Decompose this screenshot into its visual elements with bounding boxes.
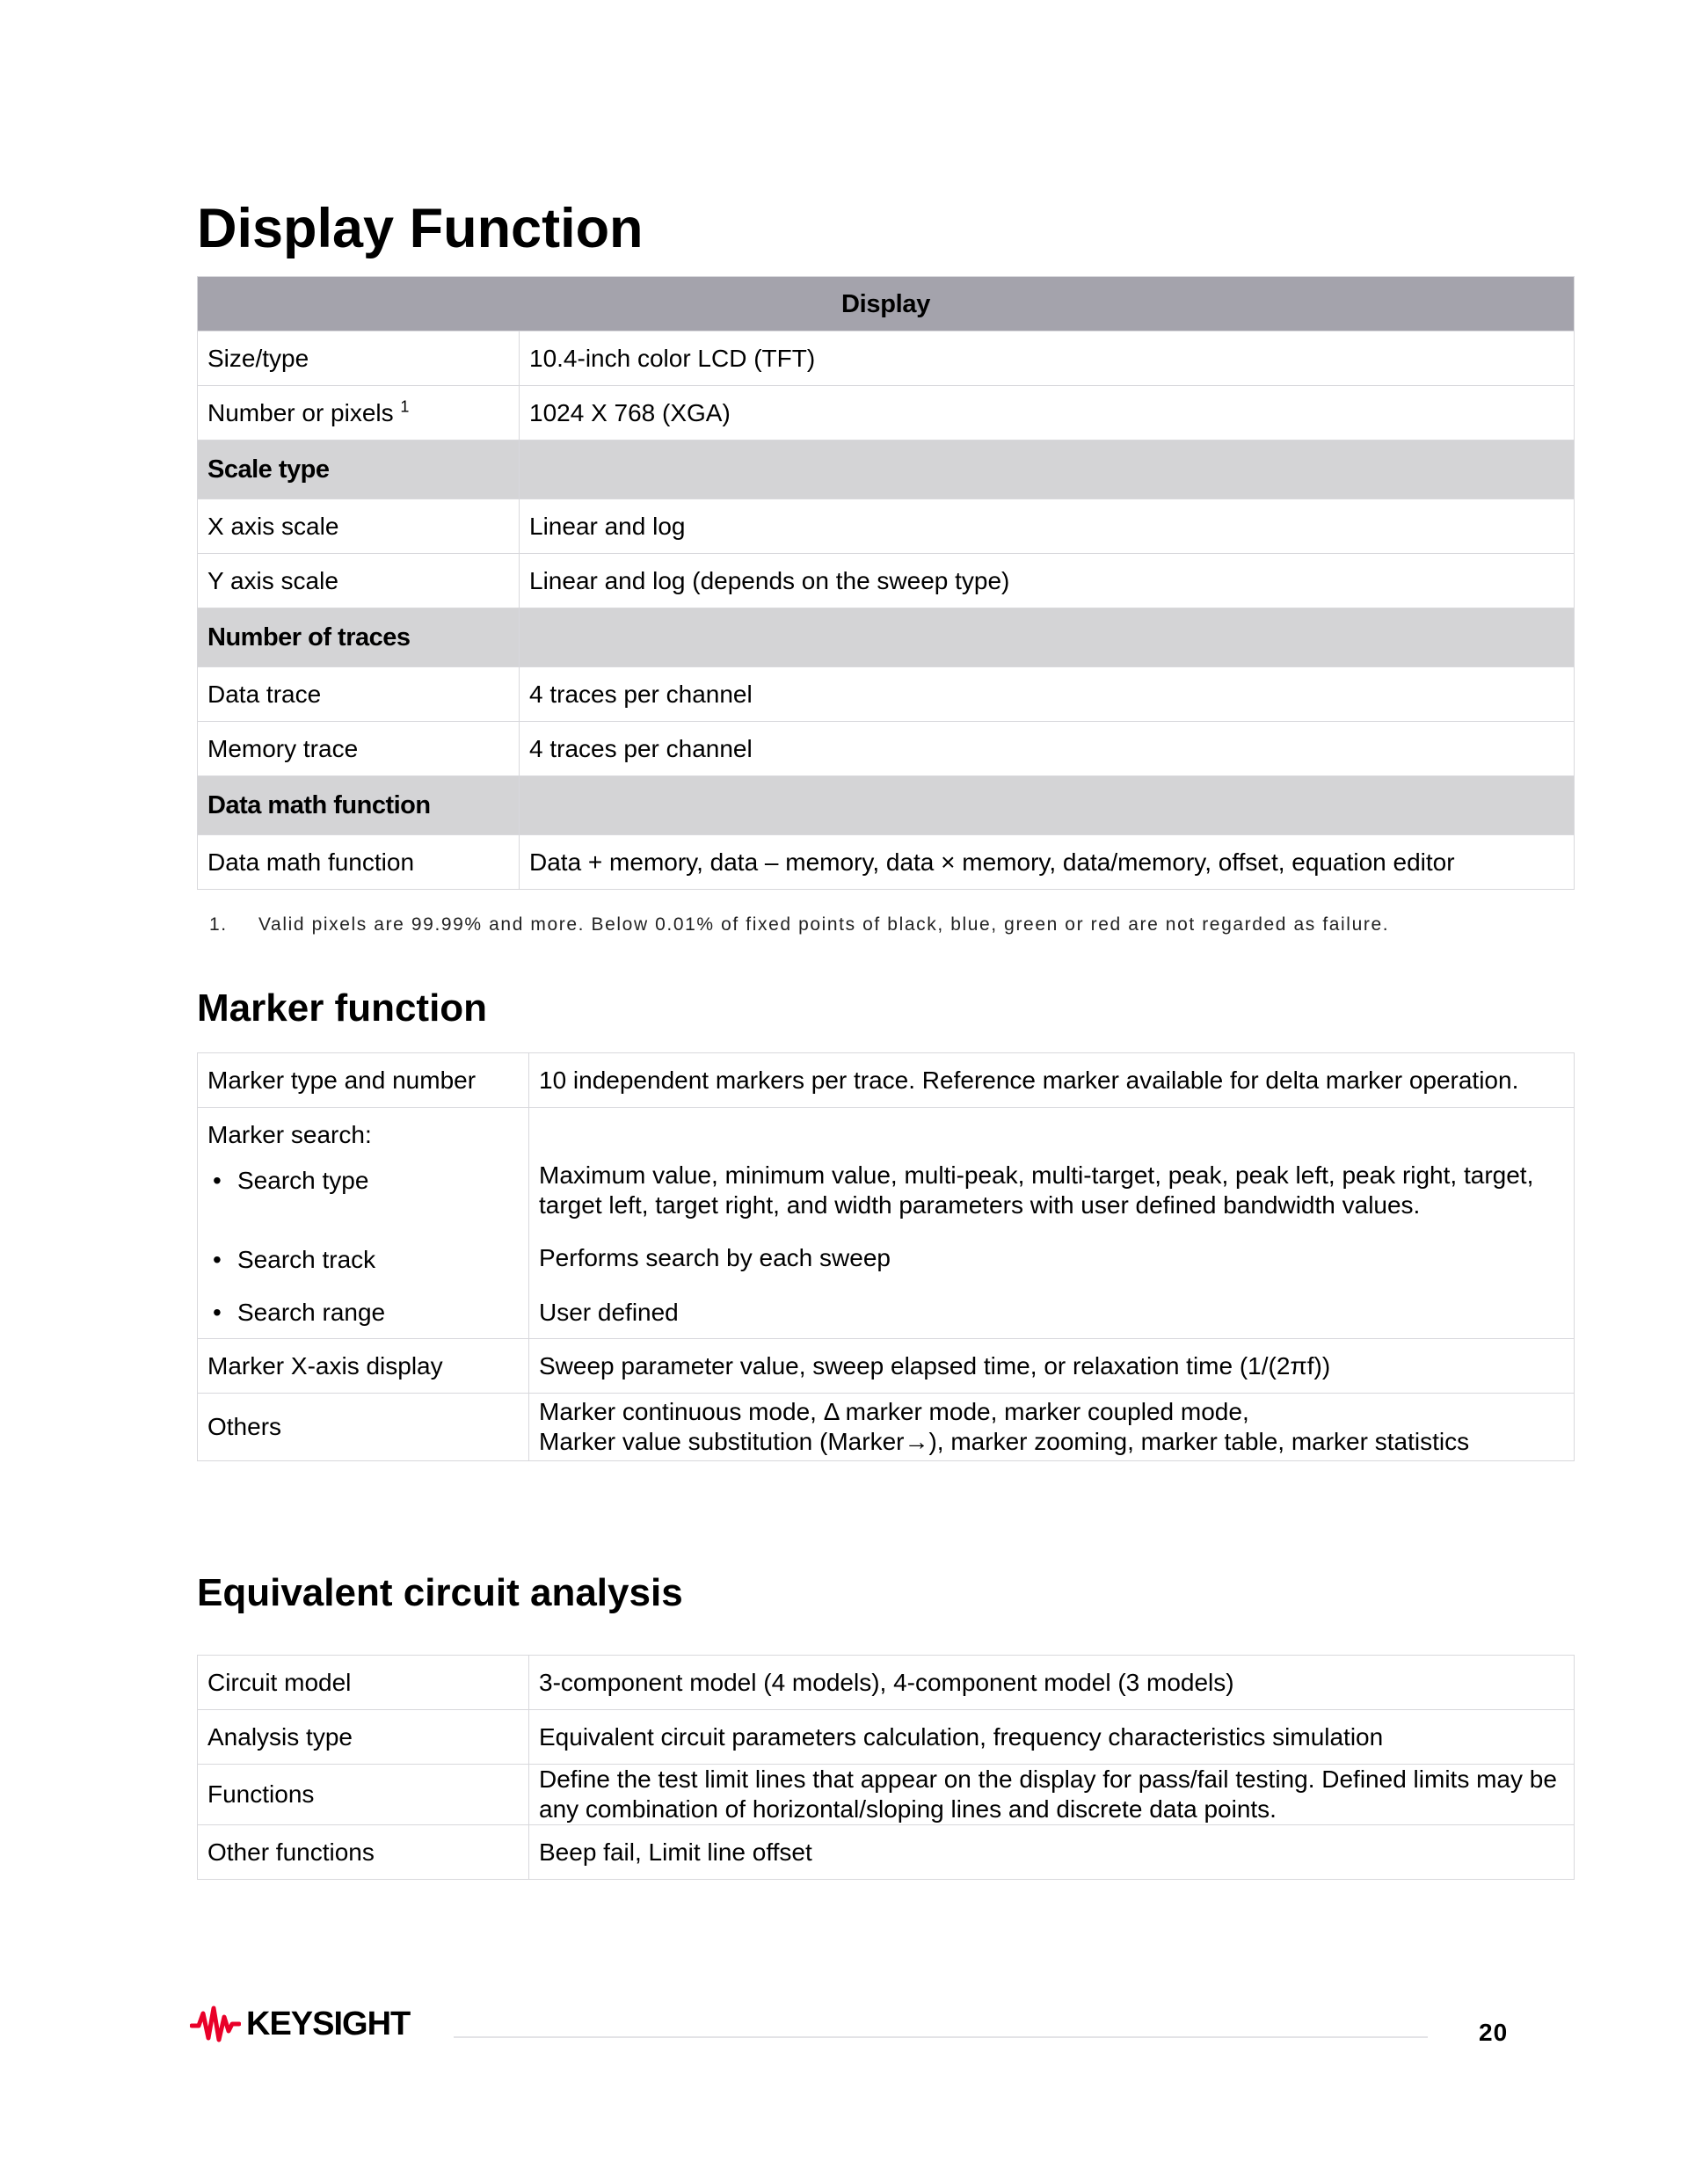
group-label: Number of traces — [198, 608, 520, 667]
display-spec-table — [197, 276, 1575, 890]
marker-search-row — [198, 1108, 1575, 1339]
search-track-item — [207, 1238, 519, 1291]
row-value: Linear and log (depends on the sweep type) — [520, 554, 1575, 608]
marker-search-labels — [198, 1108, 529, 1339]
table-header-row — [198, 277, 1575, 331]
row-label-with-footnote — [198, 386, 520, 440]
marker-search-values — [529, 1108, 1575, 1339]
row-value — [529, 1394, 1575, 1461]
bullet-icon: • — [213, 1299, 222, 1326]
section-title-marker: Marker function — [197, 986, 488, 1030]
table-row — [198, 499, 1575, 554]
bullet-icon: • — [213, 1246, 222, 1273]
table-row — [198, 667, 1575, 722]
row-value: Sweep parameter value, sweep elapsed time, or relaxation time (1/(2πf)) — [529, 1339, 1575, 1394]
search-track-value: Performs search by each sweep — [539, 1244, 891, 1271]
group-row — [198, 776, 1575, 835]
footer-divider — [454, 2036, 1428, 2038]
spacer — [539, 1120, 1564, 1161]
row-label: Memory trace — [198, 722, 520, 776]
row-value: Beep fail, Limit line offset — [529, 1825, 1575, 1880]
row-value: 10.4-inch color LCD (TFT) — [520, 331, 1575, 386]
logo-text: KEYSIGHT — [246, 2005, 411, 2042]
table-row — [198, 1394, 1575, 1461]
search-item-label: Search range — [237, 1299, 386, 1326]
table-row — [198, 331, 1575, 386]
search-range-value: User defined — [539, 1299, 679, 1326]
section-title-equivalent: Equivalent circuit analysis — [197, 1571, 683, 1614]
search-type-item — [207, 1155, 519, 1238]
footnote-number: 1. — [209, 914, 228, 935]
group-empty-cell — [520, 776, 1575, 835]
row-value: 3-component model (4 models), 4-component model (3 models) — [529, 1656, 1575, 1710]
group-row — [198, 608, 1575, 667]
row-label: Size/type — [198, 331, 520, 386]
row-label: Other functions — [198, 1825, 529, 1880]
equivalent-spec-table — [197, 1655, 1575, 1880]
group-label: Data math function — [198, 776, 520, 835]
keysight-wave-icon — [190, 2005, 241, 2043]
row-label: Marker type and number — [198, 1053, 529, 1108]
row-value: Define the test limit lines that appear on the display for pass/fail testing. Defined limits may be any combination of horizontal/sloping lines and discrete data points. — [529, 1765, 1575, 1825]
row-label: Marker X-axis display — [198, 1339, 529, 1394]
table-row — [198, 1339, 1575, 1394]
search-range-item — [207, 1291, 519, 1326]
row-label: X axis scale — [198, 499, 520, 554]
keysight-logo — [190, 2005, 410, 2043]
table-row — [198, 386, 1575, 440]
others-line-2: Marker value substitution (Marker→), marker zooming, marker table, marker statistics — [539, 1428, 1470, 1455]
table-row — [198, 554, 1575, 608]
table-row — [198, 1656, 1575, 1710]
row-value: 10 independent markers per trace. Reference marker available for delta marker operation. — [529, 1053, 1575, 1108]
table-row — [198, 722, 1575, 776]
table-row — [198, 1053, 1575, 1108]
row-label: Analysis type — [198, 1710, 529, 1765]
row-label: Y axis scale — [198, 554, 520, 608]
row-value: 1024 X 768 (XGA) — [520, 386, 1575, 440]
table-header: Display — [198, 277, 1575, 331]
search-item-label: Search track — [237, 1246, 376, 1273]
bullet-icon: • — [213, 1167, 222, 1194]
footnote-marker: 1 — [400, 397, 410, 416]
table-row — [198, 1825, 1575, 1880]
page-number: 20 — [1479, 2019, 1509, 2046]
row-label: Circuit model — [198, 1656, 529, 1710]
search-type-value: Maximum value, minimum value, multi-peak, multi-target, peak, peak left, peak right, target, target left, target right, and width parameters with user defined bandwidth values. — [539, 1161, 1534, 1219]
marker-search-label: Marker search: — [207, 1121, 372, 1148]
table-row — [198, 1710, 1575, 1765]
row-value: Linear and log — [520, 499, 1575, 554]
footnote — [209, 914, 1389, 935]
row-label: Functions — [198, 1765, 529, 1825]
group-row — [198, 440, 1575, 499]
page-title: Display Function — [197, 198, 644, 259]
row-label: Number or pixels — [207, 398, 394, 426]
row-value: 4 traces per channel — [520, 667, 1575, 722]
row-value: Data + memory, data – memory, data × memory, data/memory, offset, equation editor — [520, 835, 1575, 890]
marker-spec-table — [197, 1052, 1575, 1461]
row-label: Data trace — [198, 667, 520, 722]
footnote-text: Valid pixels are 99.99% and more. Below 0.01% of fixed points of black, blue, green or red are not regarded as failure. — [258, 914, 1390, 935]
group-label: Scale type — [198, 440, 520, 499]
table-row — [198, 835, 1575, 890]
search-item-label: Search type — [237, 1167, 369, 1194]
row-value: 4 traces per channel — [520, 722, 1575, 776]
others-line-1: Marker continuous mode, Δ marker mode, marker coupled mode, — [539, 1398, 1249, 1425]
group-empty-cell — [520, 608, 1575, 667]
group-empty-cell — [520, 440, 1575, 499]
row-value: Equivalent circuit parameters calculation, frequency characteristics simulation — [529, 1710, 1575, 1765]
row-label: Data math function — [198, 835, 520, 890]
table-row — [198, 1765, 1575, 1825]
row-label: Others — [198, 1394, 529, 1461]
